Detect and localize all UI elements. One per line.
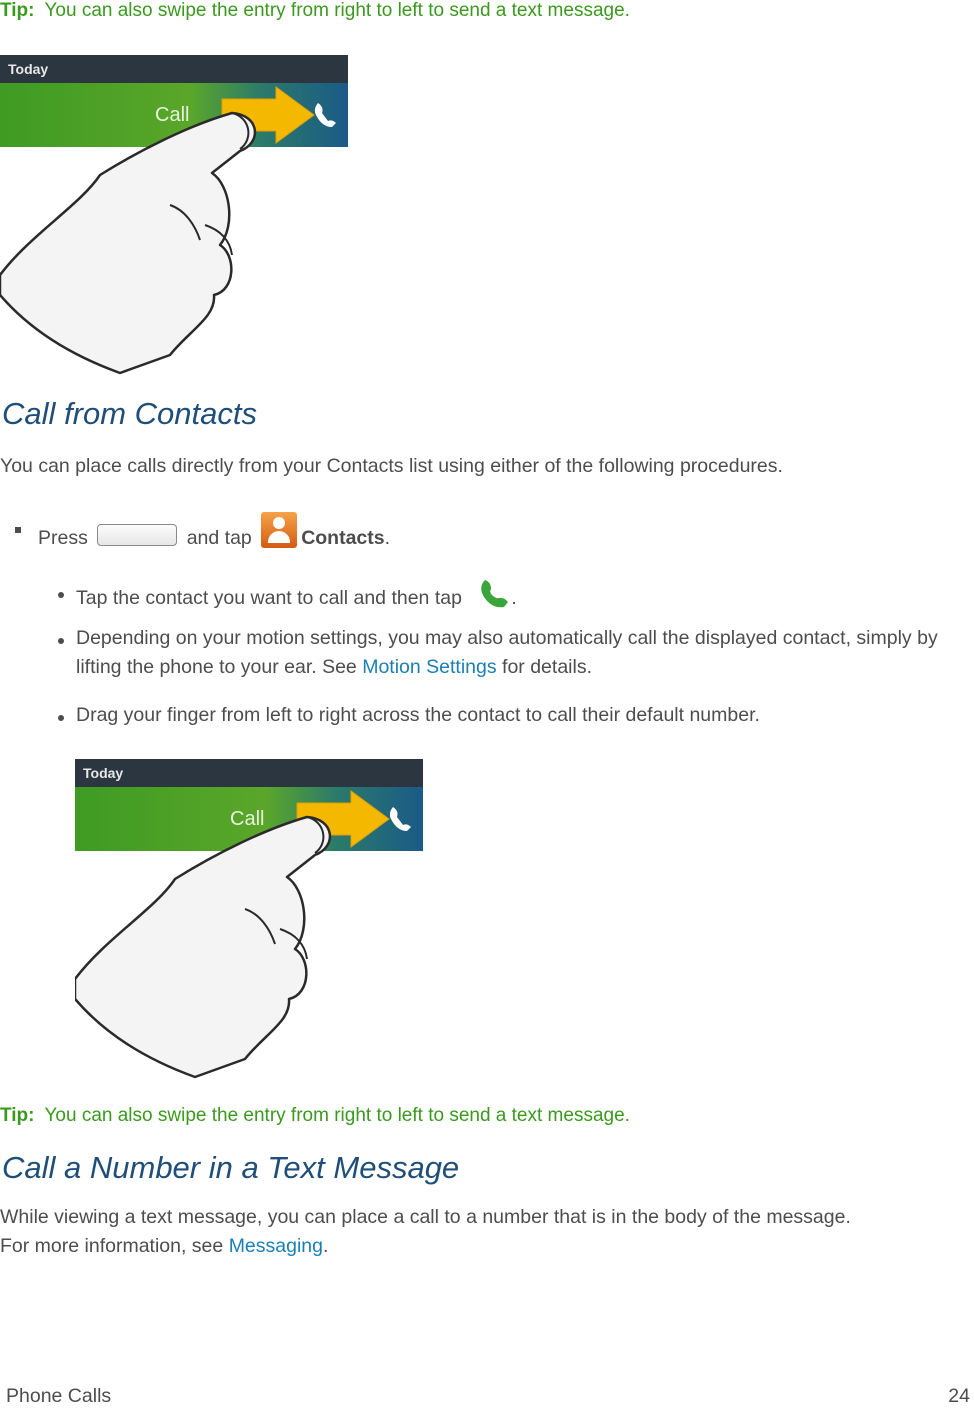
phone-call-icon — [477, 578, 511, 608]
today-label: Today — [8, 61, 49, 77]
hand-icon — [75, 817, 330, 1077]
tip-top — [0, 0, 630, 22]
swipe-illustration-bottom — [75, 759, 425, 1079]
dot-bullet — [58, 592, 64, 598]
heading-call-number-in-text: Call a Number in a Text Message — [2, 1150, 460, 1185]
tip-label: Tip: — [0, 1105, 35, 1126]
heading-call-from-contacts: Call from Contacts — [2, 396, 257, 431]
footer-section-name: Phone Calls — [6, 1385, 112, 1407]
today-label: Today — [83, 765, 124, 781]
dot-bullet — [58, 638, 64, 644]
step-press-contacts: Press and tap Contacts. — [38, 512, 390, 553]
intro-paragraph: You can place calls directly from your Contacts list using either of the following procedures. — [0, 455, 783, 477]
motion-settings-link[interactable]: Motion Settings — [362, 656, 497, 678]
press-text: Press — [38, 527, 88, 549]
page-number: 24 — [948, 1385, 970, 1407]
tip-bottom — [0, 1105, 630, 1127]
bullet-drag-finger: Drag your finger from left to right across the contact to call their default number. — [76, 704, 760, 726]
text-message-paragraph: While viewing a text message, you can place a call to a number that is in the body of the message. For more information, see Messaging. — [0, 1206, 851, 1257]
messaging-link[interactable]: Messaging — [228, 1235, 323, 1257]
bullet-motion-settings: Depending on your motion settings, you may also automatically call the displayed contact, simply by lifting the phone to your ear. See Motion Settings for details. — [76, 627, 938, 678]
bullet-tap-contact: Tap the contact you want to call and then tap . — [76, 578, 517, 613]
home-key-icon — [97, 524, 177, 546]
contacts-app-icon — [261, 512, 297, 548]
tip-text: You can also swipe the entry from right to left to send a text message. — [44, 0, 630, 21]
and-tap-text: and tap — [186, 527, 252, 549]
square-bullet — [15, 527, 21, 533]
swipe-illustration-top — [0, 55, 350, 375]
call-label: Call — [155, 104, 190, 126]
tip-label: Tip: — [0, 0, 35, 21]
dot-bullet — [58, 715, 64, 721]
hand-icon — [0, 113, 255, 373]
contacts-label: Contacts — [301, 527, 385, 549]
tip-text: You can also swipe the entry from right to left to send a text message. — [44, 1105, 630, 1126]
call-label: Call — [230, 808, 265, 830]
